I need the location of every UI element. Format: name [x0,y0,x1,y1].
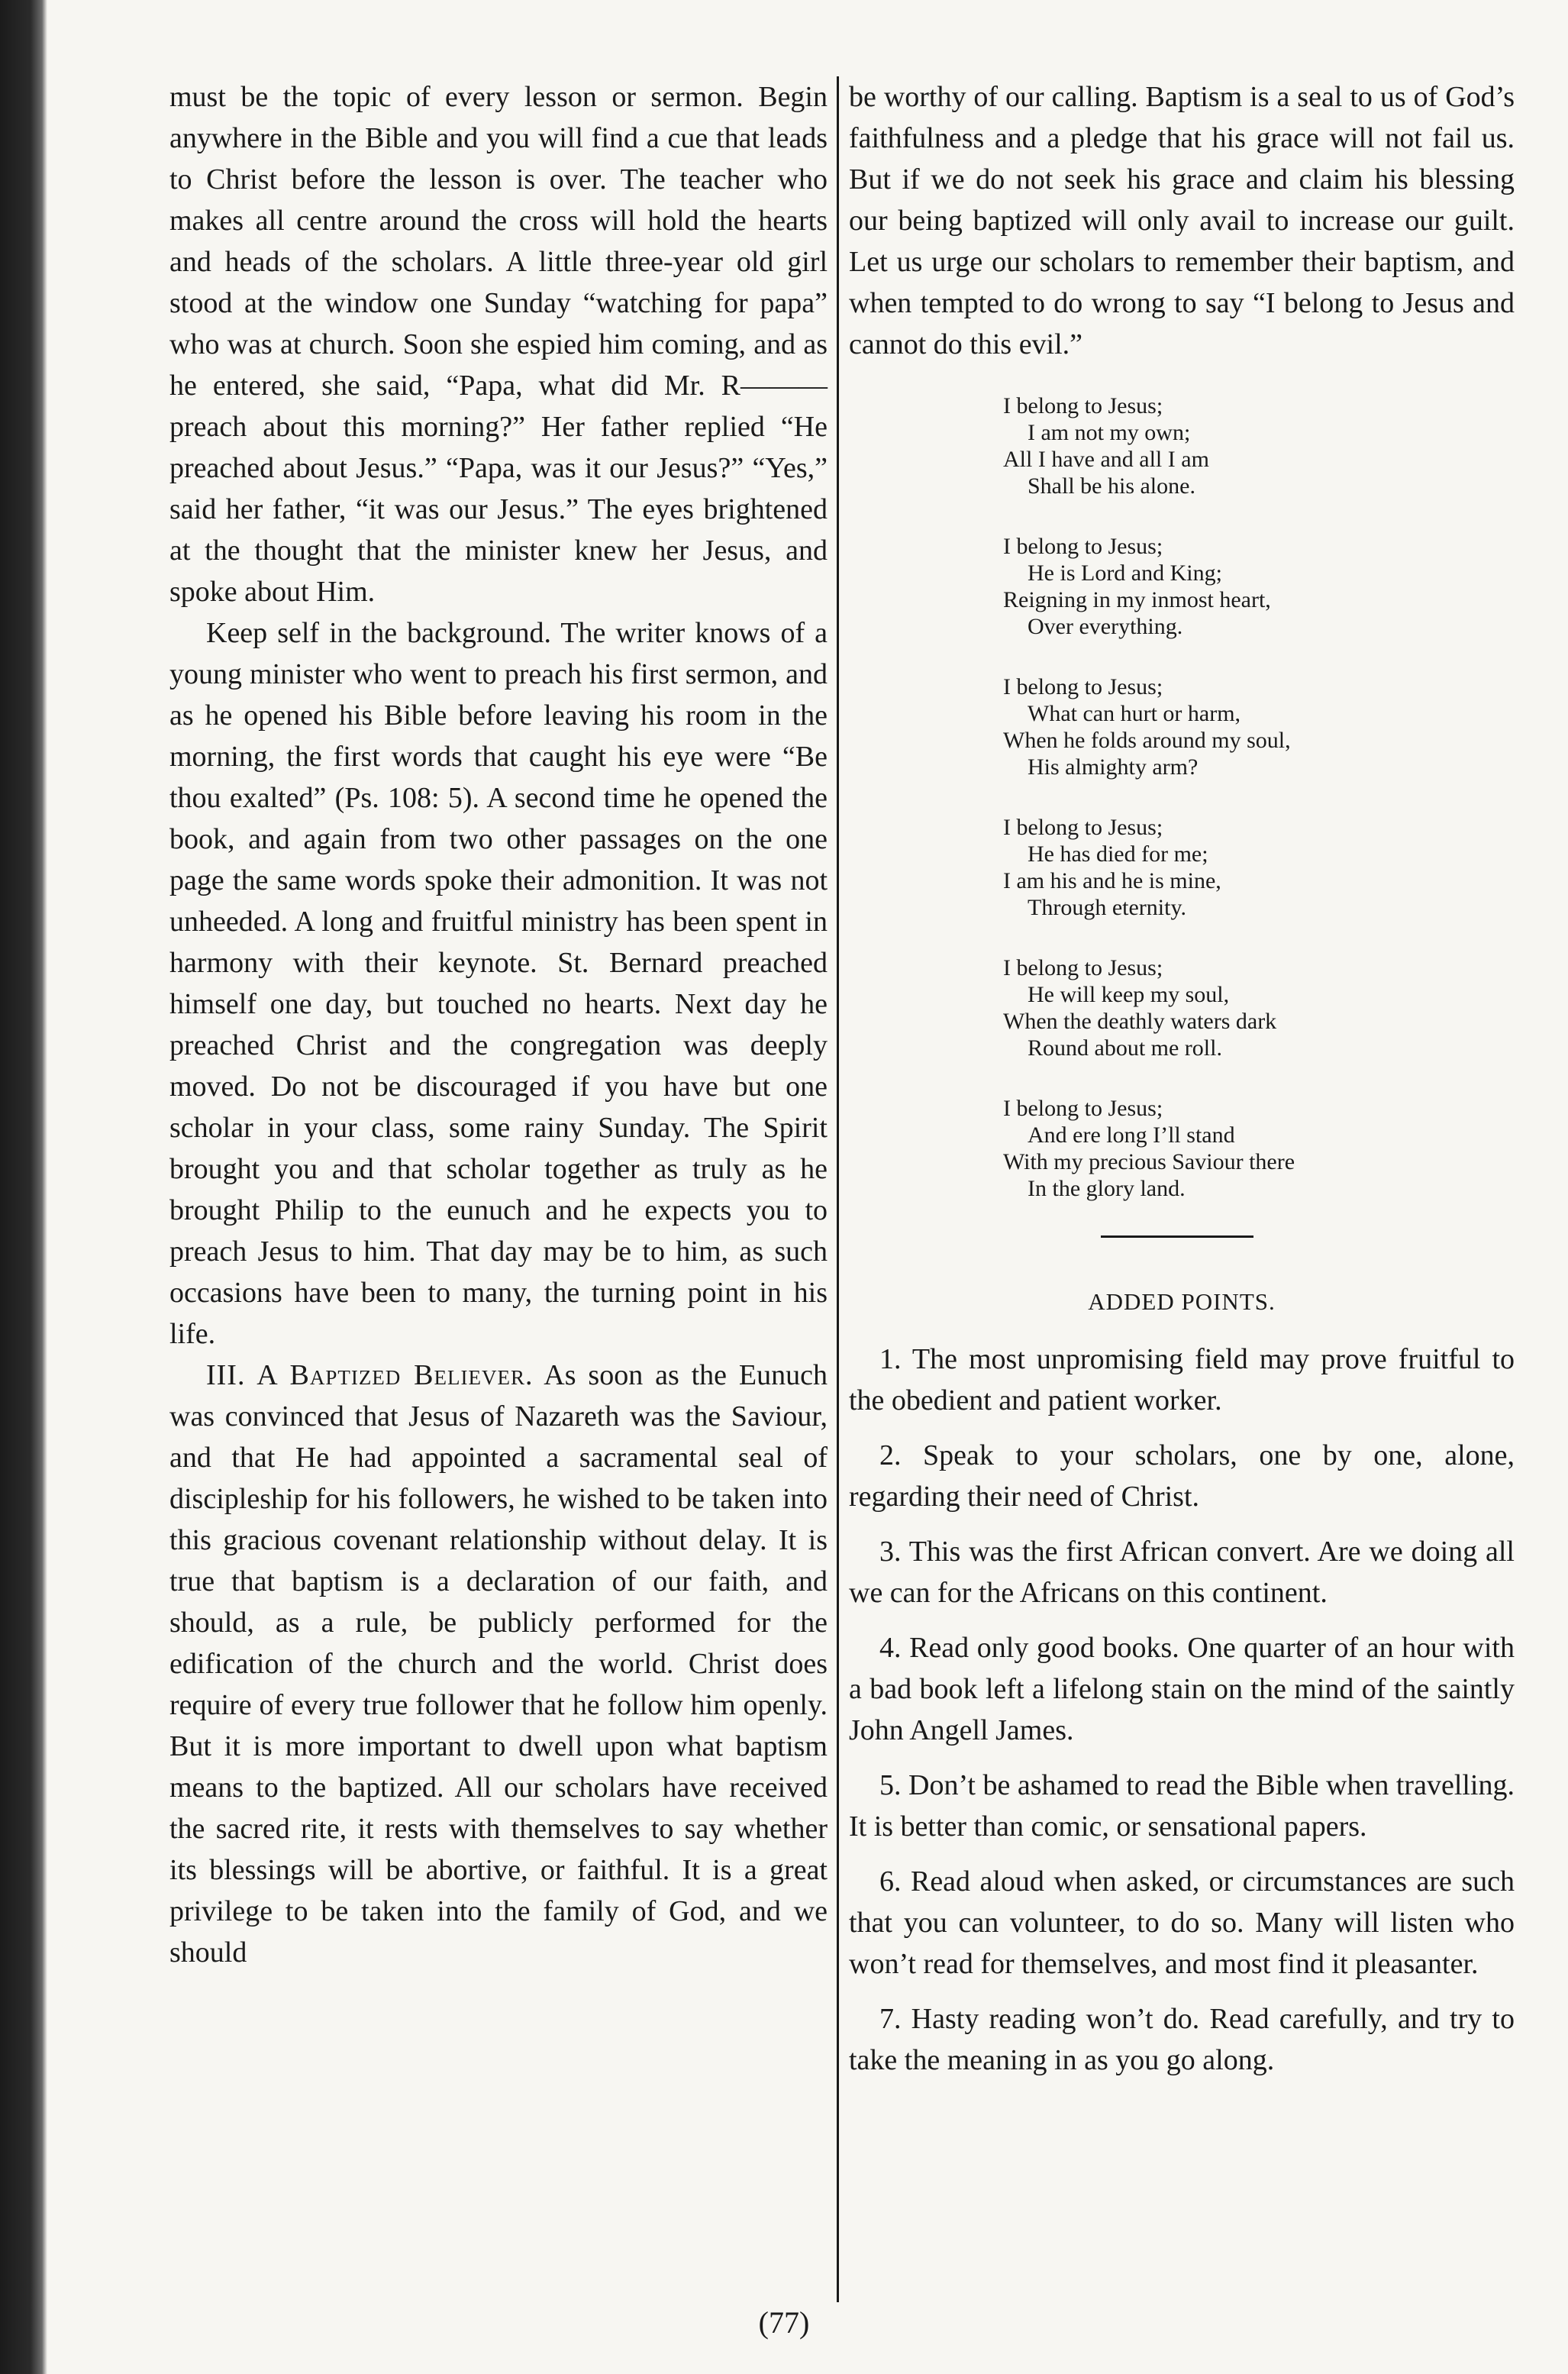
hymn-line: Round about me roll. [1028,1035,1222,1061]
hymn-line: I am his and he is mine, [1003,868,1221,893]
paragraph-calling: be worthy of our calling. Baptism is a seal to us of God’s faithfulness and a pledge that his grace will not fail us. But if we do not seek his grace and claim his blessing our being baptized will only avail to increase our guilt. Let us urge our scholars to remember their baptism, and when tempted to do wrong to say “I belong to Jesus and cannot do this evil.” [849,81,1515,360]
added-point: 7. Hasty reading won’t do. Read carefully, and try to take the meaning in as you go along. [849,2003,1515,2076]
added-point: 4. Read only good books. One quarter of an hour with a bad book left a lifelong stain on the mind of the saintly John Angell James. [849,1632,1515,1746]
added-point: 6. Read aloud when asked, or circumstances are such that you can volunteer, to do so. Many will listen who won’t read for themselves, and most find it pleasanter. [849,1865,1515,1980]
added-point: 2. Speak to your scholars, one by one, alone, regarding their need of Christ. [849,1439,1515,1513]
section-heading: III. A Baptized Believer. [206,1359,534,1391]
page-number: (77) [758,2305,810,2340]
hymn-stanza [1003,673,1515,780]
hymn-stanza [1003,954,1515,1061]
hymn-line: When the deathly waters dark [1003,1009,1277,1034]
added-point: 5. Don’t be ashamed to read the Bible when travelling. It is better than comic, or sensational papers. [849,1769,1515,1843]
hymn-stanza [1003,1095,1515,1202]
hymn-line: He will keep my soul, [1028,982,1230,1007]
hymn-line: His almighty arm? [1028,754,1199,780]
paragraph-keep-self: Keep self in the background. The writer knows of a young minister who went to preach his first sermon, and as he opened his Bible before leaving his room in the morning, the first words that caught his eye were “Be thou exalted” (Ps. 108: 5). A second time he opened the book, and again from two other passages on the one page the same words spoke their admonition. It was not unheeded. A long and fruitful ministry has been spent in harmony with their keynote. St. Bernard preached himself one day, but touched no hearts. Next day he preached Christ and the congregation was deeply moved. Do not be discouraged if you have but one scholar in your class, some rainy Sunday. The Spirit brought you and that scholar together as truly as he brought Philip to the eunuch and he expects you to preach Jesus to him. That day may be to him, as such occasions have been to many, the turning point in his life. [169,617,828,1350]
hymn-line: Reigning in my inmost heart, [1003,587,1271,612]
section-separator [1101,1235,1253,1238]
hymn-stanza [1003,533,1515,640]
added-point: 3. This was the first African convert. Are we doing all we can for the Africans on this continent. [849,1536,1515,1609]
hymn-line: I belong to Jesus; [1003,534,1163,559]
hymn-line: And ere long I’ll stand [1028,1122,1235,1148]
added-points-heading: ADDED POINTS. [1088,1288,1276,1315]
hymn-line: He is Lord and King; [1028,560,1222,586]
hymn-line: Over everything. [1028,614,1183,639]
paragraph-baptized-believer [169,1355,828,1973]
hymn-stanza [1003,392,1515,499]
hymn-line: I belong to Jesus; [1003,955,1163,980]
hymn-line: In the glory land. [1028,1176,1186,1201]
hymn-line: He has died for me; [1028,841,1208,867]
hymn-line: What can hurt or harm, [1028,701,1241,726]
hymn-line: All I have and all I am [1003,447,1209,472]
hymn-line: I am not my own; [1028,420,1191,445]
section-text: As soon as the Eunuch was convinced that Jesus of Nazareth was the Saviour, and that He had appointed a sacramental seal of discipleship for his followers, he wished to be taken into this gracious covenant relationship without delay. It is true that baptism is a declaration of our faith, and should, as a rule, be publicly performed for the edification of the church and the world. Christ does require of every true follower that he follow him openly. But it is more important to dwell upon what baptism means to the baptized. All our scholars have received the sacred rite, it rests with themselves to say whether its blessings will be abortive, or faithful. It is a great privilege to be taken into the family of God, and we should [169,1359,828,1969]
column-divider [837,76,839,2302]
hymn-line: Through eternity. [1028,895,1186,920]
left-column [169,76,828,1973]
hymn-stanza [1003,814,1515,921]
right-column [849,76,1515,2095]
hymn-line: When he folds around my soul, [1003,728,1291,753]
hymn-line: I belong to Jesus; [1003,815,1163,840]
page-binding-edge [0,0,47,2374]
hymn-line: I belong to Jesus; [1003,393,1163,418]
hymn-line: With my precious Saviour there [1003,1149,1295,1174]
hymn-line: Shall be his alone. [1028,473,1195,499]
hymn-i-belong-to-jesus [1003,392,1515,1202]
added-point: 1. The most unpromising field may prove fruitful to the obedient and patient worker. [849,1343,1515,1416]
hymn-line: I belong to Jesus; [1003,1096,1163,1121]
hymn-line: I belong to Jesus; [1003,674,1163,699]
paragraph-cross-topic: must be the topic of every lesson or sermon. Begin anywhere in the Bible and you will find a cue that leads to Christ before the lesson is over. The teacher who makes all centre around the cross will hold the hearts and heads of the scholars. A little three-year old girl stood at the window one Sunday “watching for papa” who was at church. Soon she espied him coming, and as he entered, she said, “Papa, what did Mr. R——— preach about this morning?” Her father replied “He preached about Jesus.” “Papa, was it our Jesus?” “Yes,” said her father, “it was our Jesus.” The eyes brightened at the thought that the minister knew her Jesus, and spoke about Him. [169,81,828,608]
